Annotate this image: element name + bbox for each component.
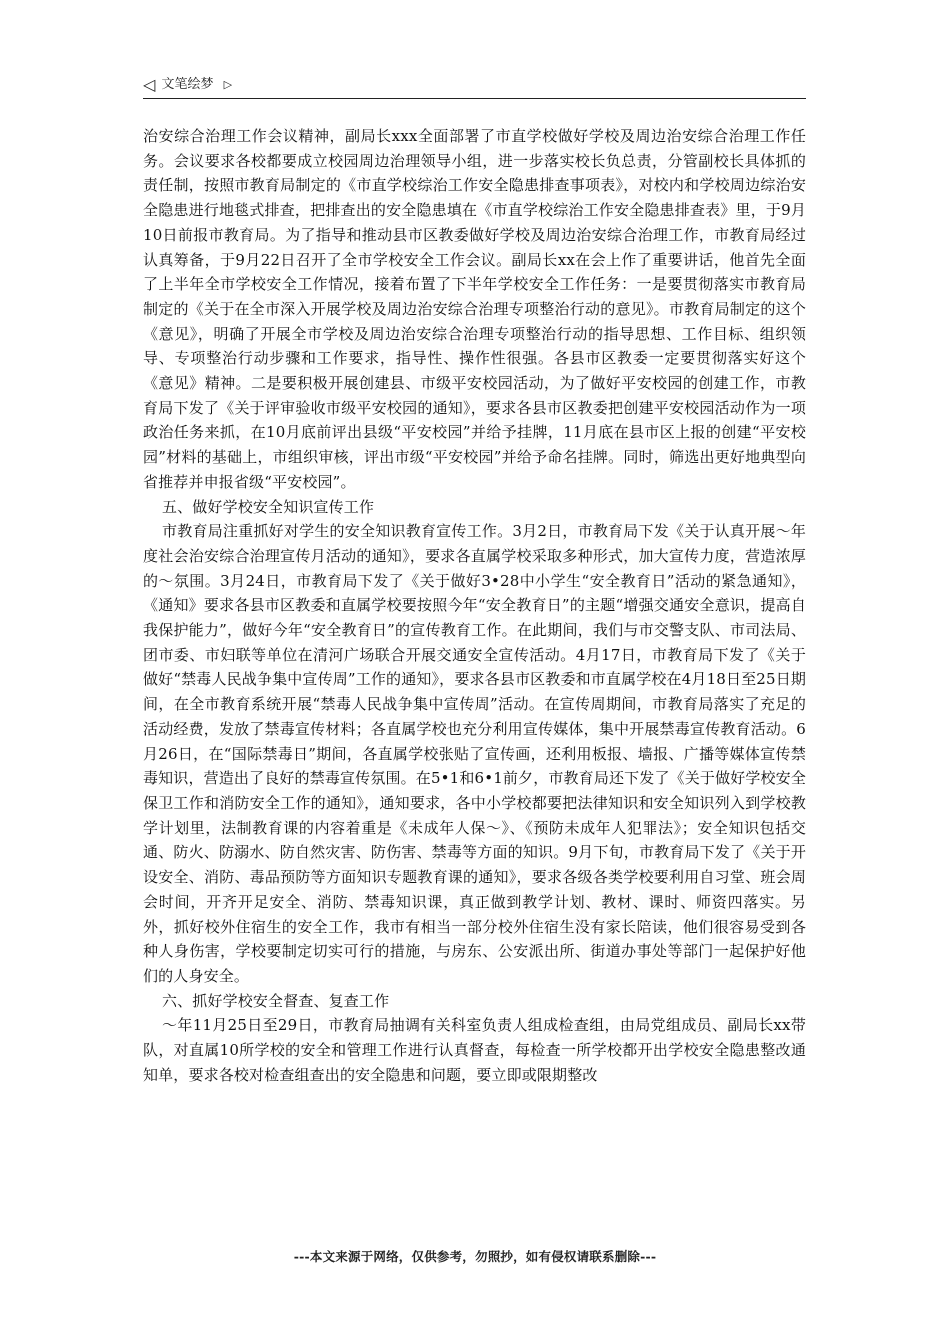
paragraph-section-6: ～年11月25日至29日，市教育局抽调有关科室负责人组成检查组，由局党组成员、副局长xx带队，对直属10所学校的安全和管理工作进行认真督查，每检查一所学校都开出学校安全隐患整改通知单，要求各校对检查组查出的安全隐患和问题，要立即或限期整改 bbox=[143, 1016, 806, 1084]
paragraph-section-5: 市教育局注重抓好对学生的安全知识教育宣传工作。3月2日，市教育局下发《关于认真开展～年度社会治安综合治理宣传月活动的通知》，要求各直属学校采取多种形式，加大宣传力度，营造浓厚的～氛围。3月24日，市教育局下发了《关于做好3•28中小学生“安全教育日”活动的紧急通知》，《通知》要求各县市区教委和直属学校要按照今年“安全教育日”的主题“增强交通安全意识，提高自我保护能力”，做好今年“安全教育日”的宣传教育工作。在此期间，我们与市交警支队、市司法局、团市委、市妇联等单位在清河广场联合开展交通安全宣传活动。4月17日，市教育局下发了《关于做好“禁毒人民战争集中宣传周”工作的通知》，要求各县市区教委和市直属学校在4月18日至25日期间，在全市教育系统开展“禁毒人民战争集中宣传周”活动。在宣传周期间，市教育局落实了充足的活动经费，发放了禁毒宣传材料；各直属学校也充分利用宣传媒体，集中开展禁毒宣传教育活动。6月26日，在“国际禁毒日”期间，各直属学校张贴了宣传画，还利用板报、墙报、广播等媒体宣传禁毒知识，营造出了良好的禁毒宣传氛围。在5•1和6•1前夕，市教育局还下发了《关于做好学校安全保卫工作和消防安全工作的通知》，通知要求，各中小学校都要把法律知识和安全知识列入到学校教学计划里，法制教育课的内容着重是《未成年人保～》、《预防未成年人犯罪法》；安全知识包括交通、防火、防溺水、防自然灾害、防伤害、禁毒等方面的知识。9月下旬，市教育局下发了《关于开设安全、消防、毒品预防等方面知识专题教育课的通知》，要求各级各类学校要利用自习堂、班会周会时间，开齐开足安全、消防、禁毒知识课，真正做到教学计划、教材、课时、师资四落实。另外，抓好校外住宿生的安全工作，我市有相当一部分校外住宿生没有家长陪读，他们很容易受到各种人身伤害，学校要制定切实可行的措施，与房东、公安派出所、街道办事处等部门一起保护好他们的人身安全。 bbox=[143, 522, 806, 985]
document-body bbox=[143, 124, 806, 1087]
source-disclaimer: ---本文来源于网络，仅供参考，勿照抄，如有侵权请联系删除--- bbox=[293, 1249, 657, 1264]
page-header bbox=[143, 74, 806, 99]
left-triangle-icon: ◁ bbox=[143, 75, 156, 94]
header-title: 文笔绘梦 bbox=[161, 77, 214, 92]
paragraph-continuation: 治安综合治理工作会议精神，副局长xxx全面部署了市直学校做好学校及周边治安综合治理工作任务。会议要求各校都要成立校园周边治理领导小组，进一步落实校长负总责，分管副校长具体抓的责任制，按照市教育局制定的《市直学校综治工作安全隐患排查事项表》，对校内和学校周边综治安全隐患进行地毯式排查，把排查出的安全隐患填在《市直学校综治工作安全隐患排查表》里，于9月10日前报市教育局。为了指导和推动县市区教委做好学校及周边治安综合治理工作，市教育局经过认真筹备，于9月22日召开了全市学校安全工作会议。副局长xx在会上作了重要讲话，他首先全面了上半年全市学校安全工作情况，接着布置了下半年学校安全工作任务：一是要贯彻落实市教育局制定的《关于在全市深入开展学校及周边治安综合治理专项整治行动的意见》。市教育局制定的这个《意见》，明确了开展全市学校及周边治安综合治理专项整治行动的指导思想、工作目标、组织领导、专项整治行动步骤和工作要求，指导性、操作性很强。各县市区教委一定要贯彻落实好这个《意见》精神。二是要积极开展创建县、市级平安校园活动，为了做好平安校园的创建工作，市教育局下发了《关于评审验收市级平安校园的通知》，要求各县市区教委把创建平安校园活动作为一项政治任务来抓，在10月底前评出县级“平安校园”并给予挂牌，11月底在县市区上报的创建“平安校园”材料的基础上，市组织审核，评出市级“平安校园”并给予命名挂牌。同时，筛选出更好地典型向省推荐并申报省级“平安校园”。 bbox=[143, 127, 806, 491]
section-heading-5: 五、做好学校安全知识宣传工作 bbox=[162, 497, 375, 516]
right-triangle-icon: ▷ bbox=[223, 78, 233, 91]
section-heading-6: 六、抓好学校安全督查、复查工作 bbox=[162, 991, 390, 1010]
